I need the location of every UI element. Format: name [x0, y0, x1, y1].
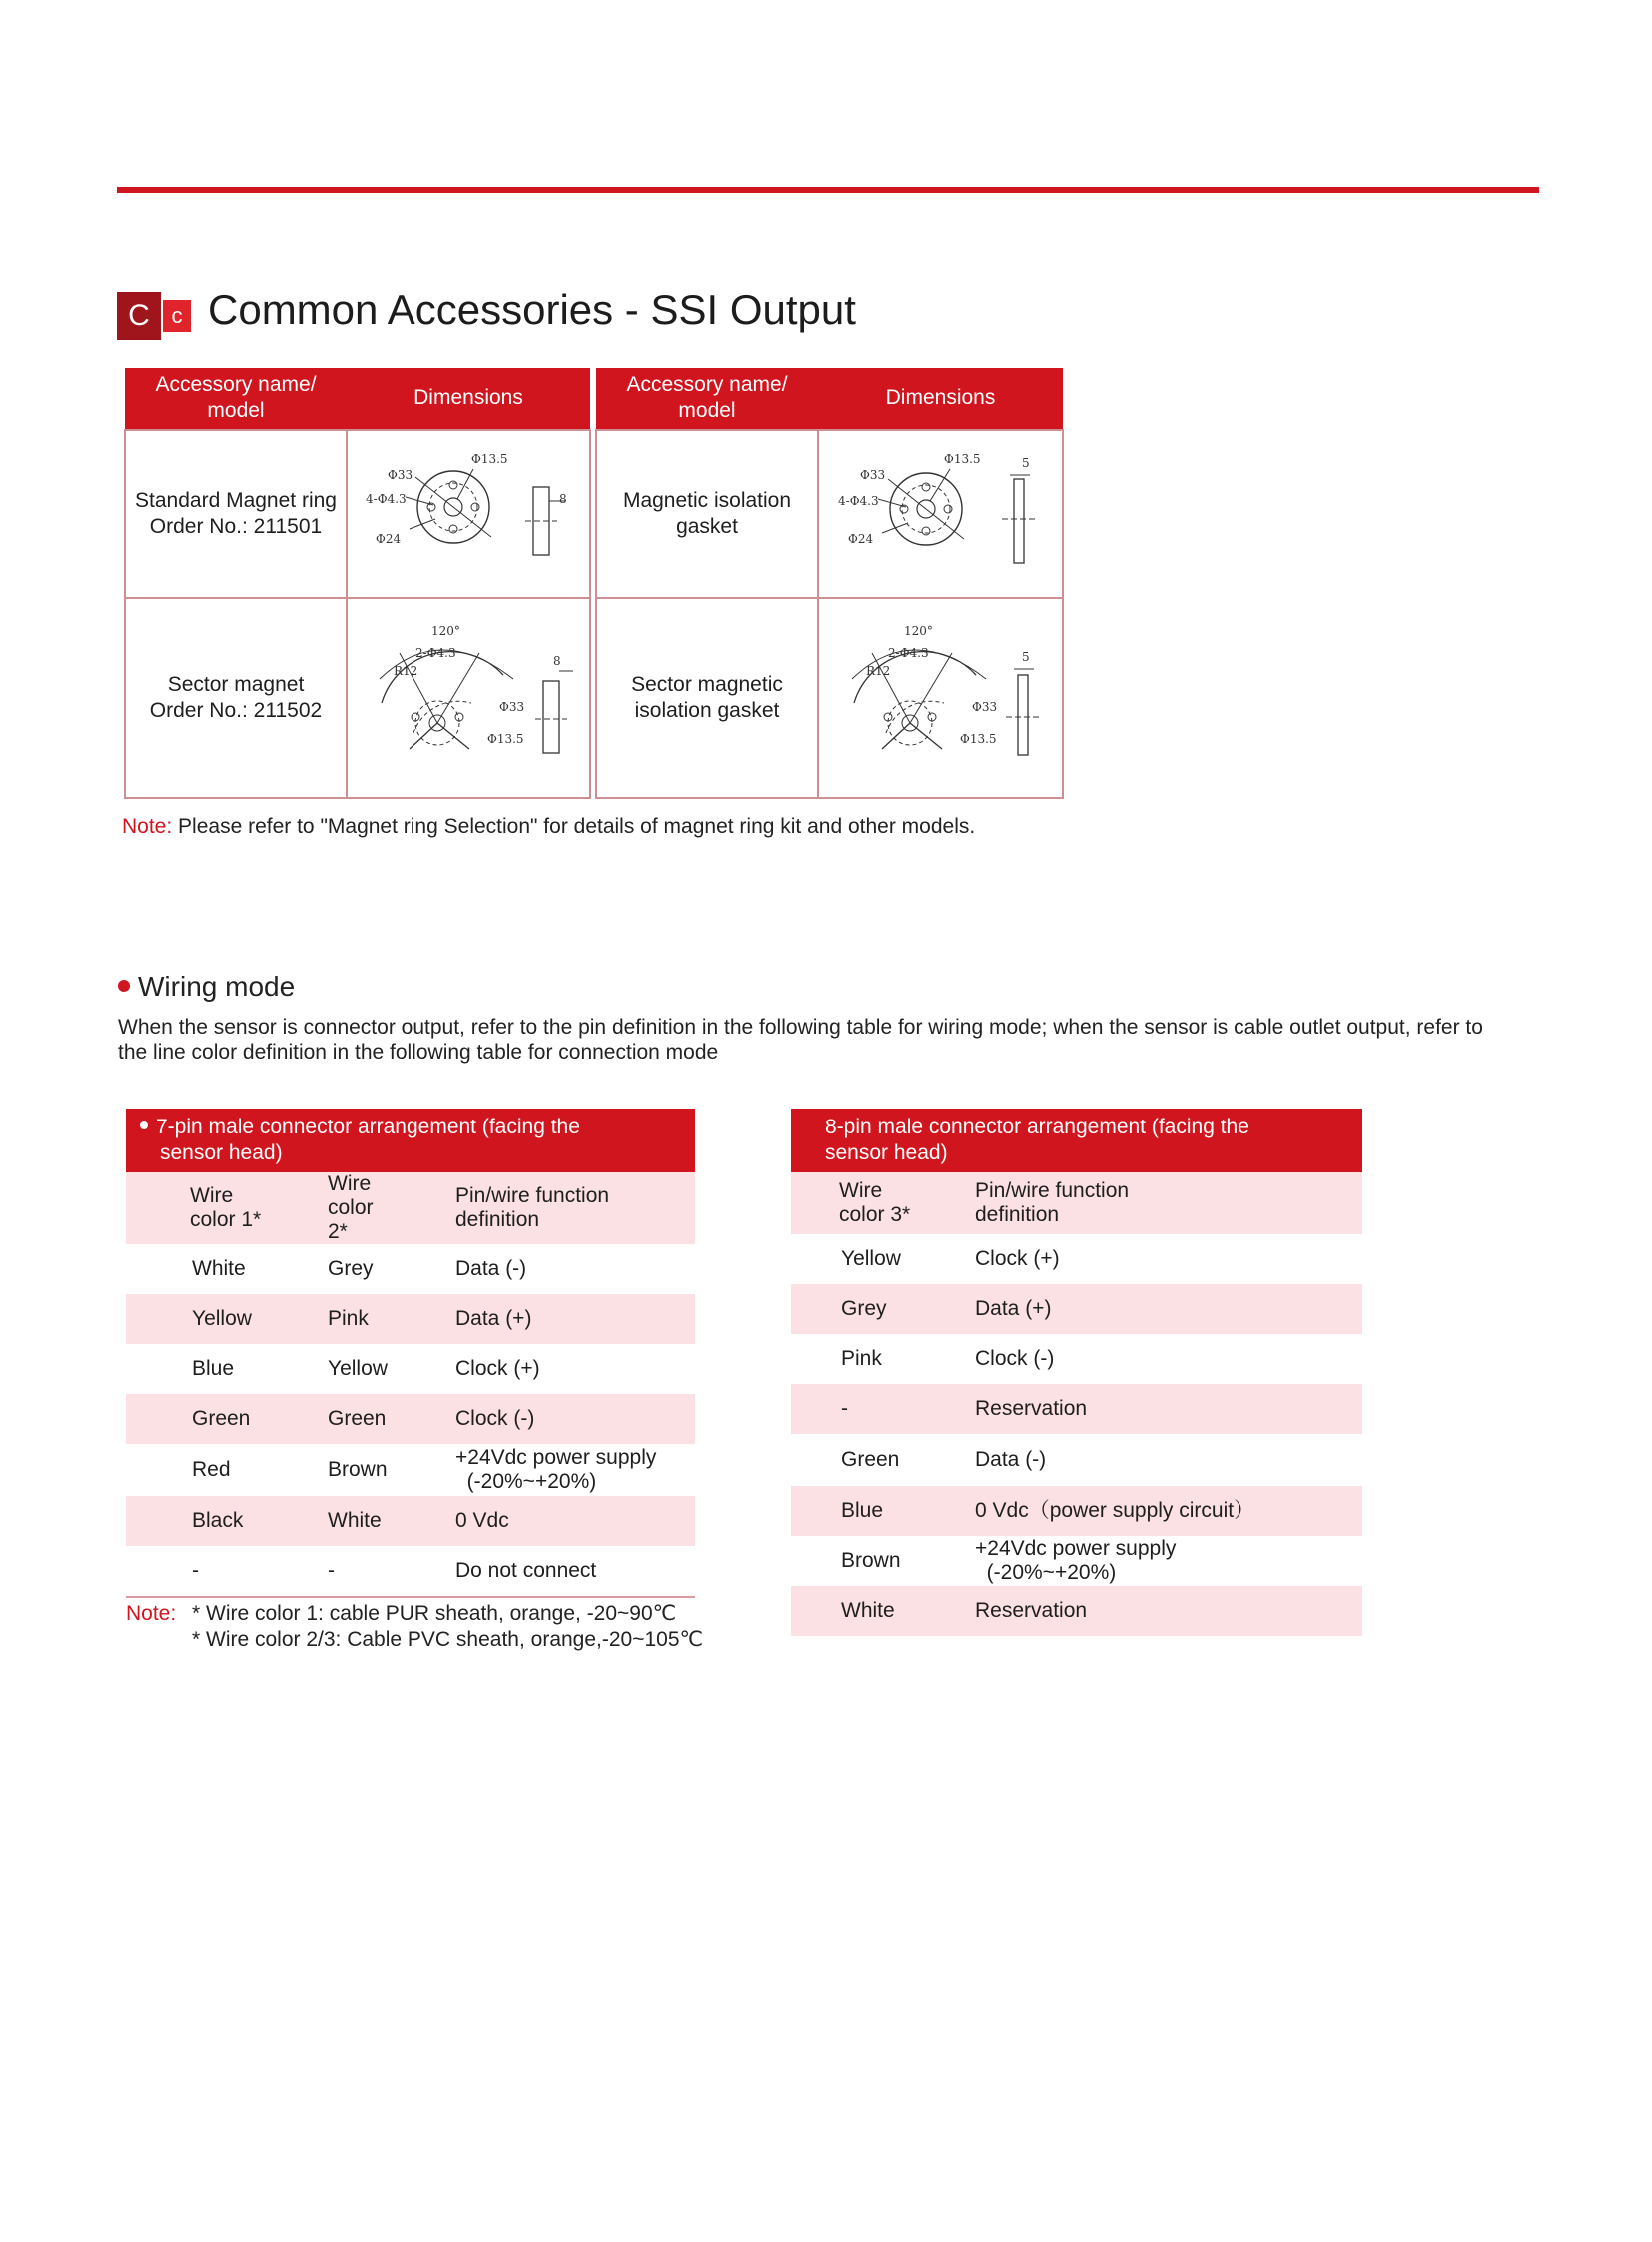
pin-function: Reservation	[975, 1384, 1362, 1434]
pin-function	[394, 1444, 695, 1496]
dim-thickness-label: 5	[1021, 456, 1030, 470]
dim-angle-label: 120°	[431, 624, 460, 638]
wire-color-2: Grey	[328, 1257, 374, 1280]
header-line: definition	[975, 1203, 1060, 1226]
wire-color-2: Yellow	[328, 1357, 388, 1380]
wire-color-3: -	[791, 1384, 975, 1434]
dim-thickness-label: 5	[1021, 650, 1030, 664]
header-line: color 2*	[328, 1196, 374, 1243]
accessory-name: Sector magnet	[167, 673, 305, 696]
wire-color-2: Brown	[328, 1458, 388, 1481]
col-header-dimensions: Dimensions	[347, 368, 590, 430]
section-title-text: Wiring mode	[138, 971, 296, 1002]
wire-color-2: Pink	[266, 1294, 394, 1344]
pin-function-line1: +24Vdc power supply	[975, 1537, 1177, 1560]
pin8-caption-line2: sensor head)	[825, 1141, 948, 1164]
table-row	[126, 1496, 695, 1546]
pin-function: Clock (-)	[394, 1394, 695, 1444]
wire-color-1: Blue	[192, 1357, 235, 1380]
accessory-order-no: Order No.: 211501	[149, 515, 323, 538]
table-row	[126, 1244, 695, 1294]
wire-color-2: White	[266, 1496, 394, 1546]
dimension-drawing-cell	[347, 598, 590, 798]
header-line: Pin/wire function	[975, 1179, 1130, 1202]
table-row	[126, 1444, 695, 1496]
note-label: Note:	[126, 1602, 177, 1625]
accessories-note	[122, 815, 975, 839]
dim-bolt-label: 2-Φ4.3	[887, 646, 929, 660]
pin-function: 0 Vdc（power supply circuit）	[975, 1486, 1362, 1536]
dim-outer-label: Φ33	[971, 700, 997, 714]
dim-bolt-label: 2-Φ4.3	[415, 646, 456, 660]
accessory-name-cell	[125, 430, 347, 598]
col-header-function	[975, 1172, 1362, 1234]
accessory-table-left	[124, 368, 591, 799]
col-header-name-line1: Accessory name/	[155, 374, 317, 396]
table-row	[126, 1344, 695, 1394]
table-row	[791, 1384, 1362, 1434]
wire-color-2: -	[266, 1546, 394, 1597]
pin7-caption-line2: sensor head)	[160, 1141, 283, 1164]
ring-drawing	[354, 439, 583, 589]
wire-color-3: Blue	[791, 1486, 975, 1536]
col-header-name-line2: model	[207, 399, 265, 422]
dim-angle-label: 120°	[903, 624, 933, 638]
pin-function: 0 Vdc	[394, 1496, 695, 1546]
dim-hole-label: Φ13.5	[959, 732, 997, 746]
table-row	[791, 1234, 1362, 1284]
wire-color-1: Red	[192, 1458, 231, 1481]
dimension-drawing-cell	[347, 430, 590, 598]
note-label: Note:	[122, 815, 173, 838]
pin7-table	[126, 1109, 695, 1598]
wire-color-3: Grey	[791, 1284, 975, 1334]
dim-thickness-label: 8	[553, 654, 561, 668]
sector-drawing	[354, 613, 583, 783]
col-header-wire-color-1	[126, 1172, 266, 1244]
col-header-name-line2: model	[678, 399, 736, 422]
wire-color-1: Yellow	[126, 1294, 266, 1344]
table-row	[126, 1294, 695, 1344]
pin-function: Do not connect	[394, 1546, 695, 1597]
dim-hole-label: Φ13.5	[943, 452, 981, 466]
table-row	[791, 1284, 1362, 1334]
wiring-note	[126, 1601, 703, 1653]
pin-function: Reservation	[975, 1586, 1362, 1636]
dim-inner-label: Φ24	[376, 532, 402, 546]
wire-color-1: -	[126, 1546, 266, 1597]
pin-function: Data (+)	[394, 1294, 695, 1344]
table-row	[126, 1394, 695, 1444]
col-header-name-line1: Accessory name/	[626, 374, 788, 396]
accessory-name: Magnetic isolation	[622, 489, 792, 512]
header-rule	[117, 187, 1539, 193]
col-header-function	[394, 1172, 695, 1244]
bullet-dot-icon	[140, 1121, 148, 1129]
header-line: color 1*	[190, 1208, 262, 1231]
col-header-name	[125, 368, 347, 430]
wire-color-3: White	[791, 1586, 975, 1636]
dim-bolt-label: 4-Φ4.3	[366, 492, 407, 506]
bullet-dot-icon	[118, 980, 130, 992]
col-header-wire-color-3	[791, 1172, 975, 1234]
pin-function: Data (-)	[455, 1257, 527, 1280]
header-line: Pin/wire function	[455, 1184, 610, 1207]
col-header-dimensions: Dimensions	[818, 368, 1063, 430]
header-line: Wire	[328, 1172, 372, 1195]
dim-hole-label: Φ13.5	[471, 452, 508, 466]
accessory-name-cell	[596, 430, 818, 598]
sector-gasket-drawing	[826, 613, 1056, 783]
pin7-caption	[126, 1109, 695, 1172]
wire-color-3: Green	[841, 1448, 900, 1471]
header-line: color 3*	[839, 1203, 911, 1226]
pin7-caption-line1: 7-pin male connector arrangement (facing the	[156, 1116, 580, 1138]
pin-function: Clock (+)	[975, 1247, 1060, 1270]
pin-function: Clock (-)	[975, 1347, 1055, 1370]
col-header-wire-color-2	[266, 1172, 394, 1244]
table-row	[791, 1486, 1362, 1536]
dimension-drawing-cell	[818, 430, 1063, 598]
badge-letter-big: C	[117, 292, 161, 340]
pin-function-line2: (-20%~+20%)	[455, 1470, 597, 1493]
accessory-name-line2: gasket	[676, 515, 738, 538]
note-line: * Wire color 2/3: Cable PVC sheath, orange,-20~105℃	[192, 1628, 704, 1651]
section-description: When the sensor is connector output, refer to the pin definition in the following table for wiring mode; when the sensor is cable outlet output, refer to the line color definition in the following table for connection mode	[118, 1016, 1483, 1064]
dim-outer-label: Φ33	[499, 700, 525, 714]
accessory-table-right	[595, 368, 1064, 799]
table-row	[791, 1434, 1362, 1486]
pin-function-line2: (-20%~+20%)	[975, 1561, 1117, 1584]
header-line: definition	[455, 1208, 540, 1231]
col-header-name	[596, 368, 818, 430]
accessory-name-cell	[125, 598, 347, 798]
table-row	[791, 1586, 1362, 1636]
dim-inner-label: Φ24	[847, 532, 873, 546]
pin-function: Clock (+)	[455, 1357, 540, 1380]
header-line: Wire	[839, 1179, 883, 1202]
dim-outer-label: Φ33	[388, 468, 413, 482]
wire-color-2: Green	[266, 1394, 394, 1444]
accessory-name-cell	[596, 598, 818, 798]
wire-color-1: Black	[126, 1496, 266, 1546]
accessory-name: Sector magnetic	[631, 673, 783, 696]
page-title: Common Accessories - SSI Output	[208, 286, 856, 333]
pin-function-line1: +24Vdc power supply	[455, 1446, 657, 1469]
wire-color-1: White	[192, 1257, 246, 1280]
note-line: * Wire color 1: cable PUR sheath, orange, -20~90℃	[192, 1602, 677, 1625]
wire-color-3: Yellow	[841, 1247, 901, 1270]
gasket-drawing	[826, 439, 1056, 589]
wire-color-1: Green	[126, 1394, 266, 1444]
note-text: Please refer to "Magnet ring Selection" for details of magnet ring kit and other models.	[172, 815, 976, 838]
dim-bolt-label: 4-Φ4.3	[837, 494, 879, 508]
accessory-order-no: Order No.: 211502	[149, 699, 323, 722]
dim-outer-label: Φ33	[859, 468, 885, 482]
pin8-table	[791, 1109, 1362, 1636]
section-badge	[117, 292, 191, 340]
dim-radius-label: R12	[865, 664, 890, 678]
header-line: Wire	[190, 1184, 234, 1207]
pin-function: Data (-)	[975, 1448, 1047, 1471]
dimension-drawing-cell	[818, 598, 1063, 798]
dim-thickness-label: 8	[559, 492, 567, 506]
pin8-caption-line1: 8-pin male connector arrangement (facing the	[825, 1116, 1249, 1138]
pin8-caption	[791, 1109, 1362, 1172]
accessory-name: Standard Magnet ring	[135, 489, 337, 512]
section-title	[118, 971, 295, 1003]
pin-function	[975, 1536, 1362, 1586]
table-row	[791, 1334, 1362, 1384]
table-row	[791, 1536, 1362, 1586]
table-row	[126, 1546, 695, 1597]
wire-color-3: Brown	[841, 1549, 901, 1572]
wire-color-3: Pink	[841, 1347, 882, 1370]
dim-radius-label: R12	[394, 664, 418, 678]
badge-letter-small: c	[163, 300, 191, 332]
pin-function: Data (+)	[975, 1284, 1362, 1334]
dim-hole-label: Φ13.5	[487, 732, 524, 746]
accessory-name-line2: isolation gasket	[634, 699, 780, 722]
